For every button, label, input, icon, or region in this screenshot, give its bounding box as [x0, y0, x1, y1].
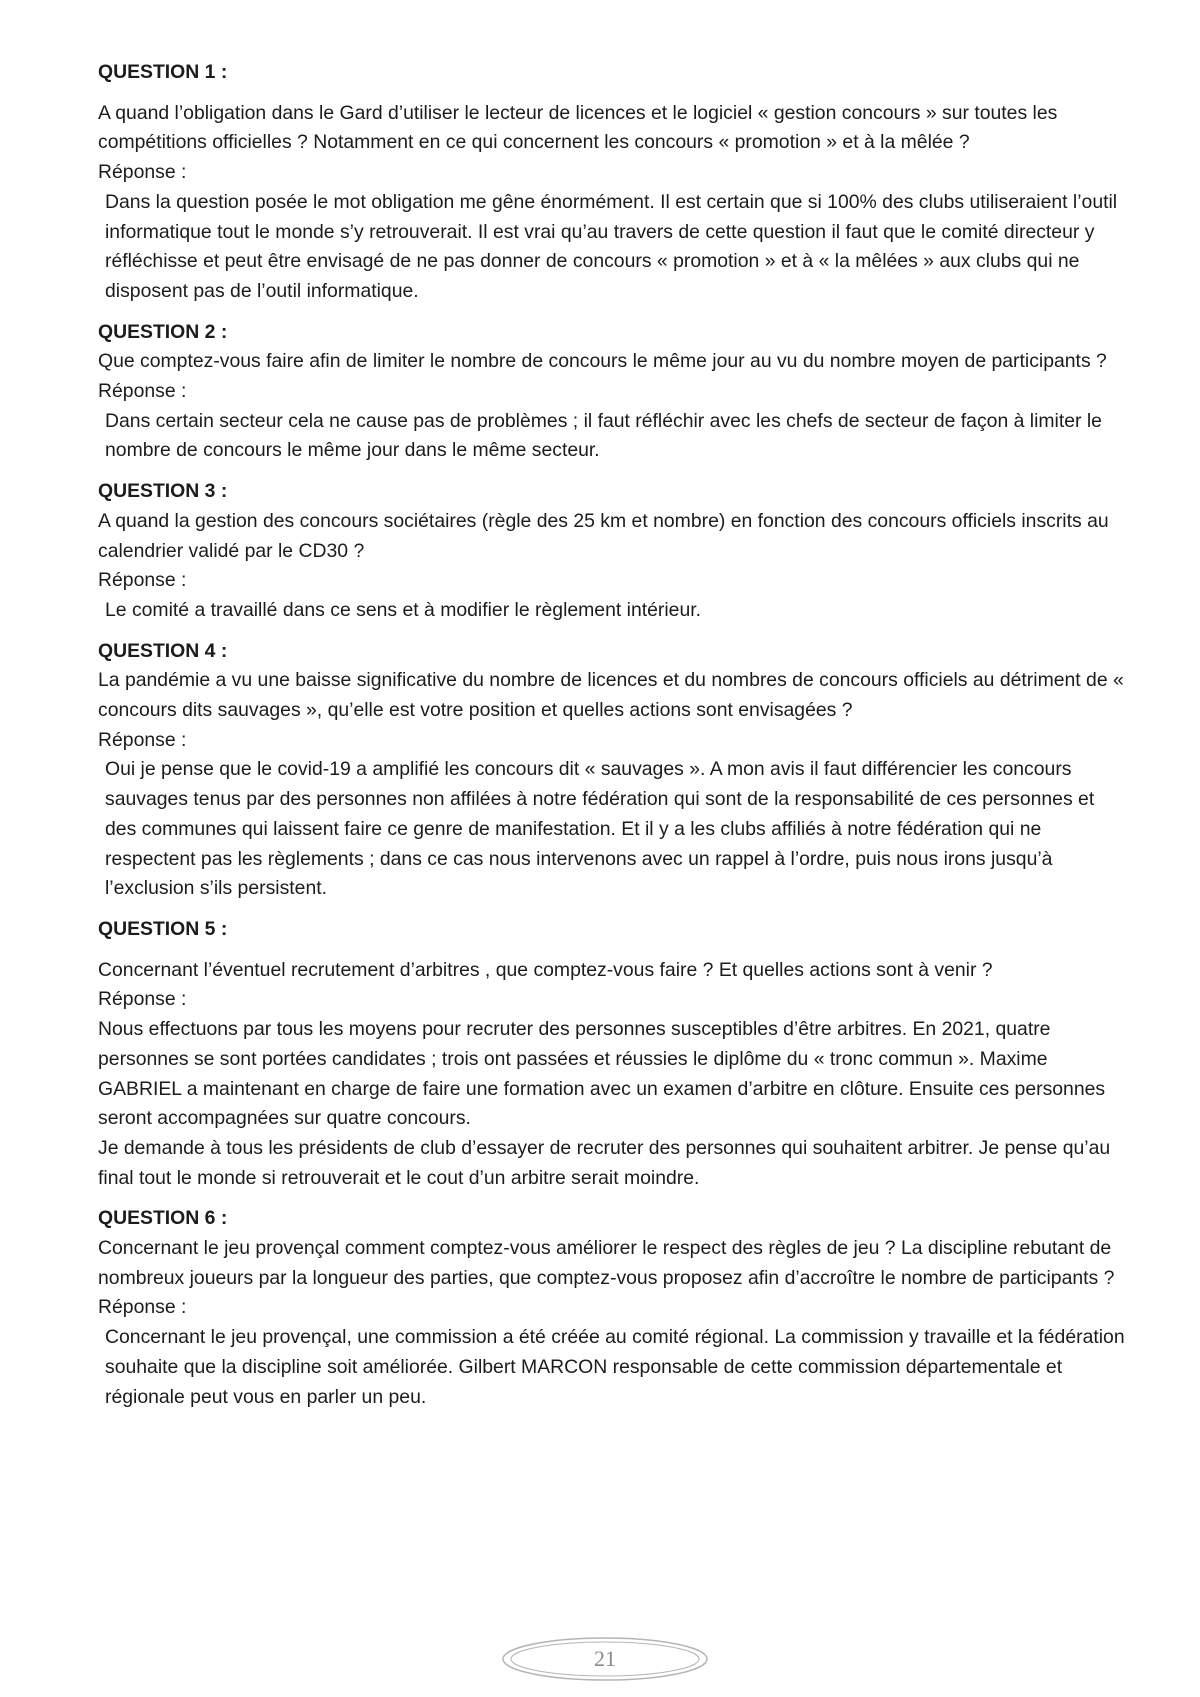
- question-6-text: Concernant le jeu provençal comment comptez-vous améliorer le respect des règles de jeu ? La discipline rebutant de nombreux joueurs par la longueur des parties, que comptez-vous proposez afin d’accroître le nombre de participants ?: [98, 1237, 1115, 1289]
- question-1-text: A quand l’obligation dans le Gard d’utiliser le lecteur de licences et le logiciel « gestion concours » sur toutes les compétitions officielles ? Notamment en ce qui concernent les concours « promotion » et à la mêlée ?: [98, 101, 1058, 154]
- document-body: [98, 58, 1128, 1423]
- question-block-3: [98, 477, 1128, 626]
- question-5-answer-paragraph-2: Je demande à tous les présidents de club d’essayer de recruter des personnes qui souhaitent arbitrer. Je pense qu’au final tout le monde si retrouverait et le cout d’un arbitre serait moindre.: [98, 1136, 1111, 1189]
- question-2-answer: Dans certain secteur cela ne cause pas de problèmes ; il faut réfléchir avec les chefs de secteur de façon à limiter le nombre de concours le même jour dans le même secteur.: [105, 409, 1102, 462]
- question-2-text: Que comptez-vous faire afin de limiter le nombre de concours le même jour au vu du nombre moyen de participants ?: [98, 350, 1107, 373]
- question-5-answer-label: Réponse :: [98, 988, 187, 1011]
- question-3-answer-label: Réponse :: [98, 569, 187, 592]
- question-4-answer-label: Réponse :: [98, 728, 187, 751]
- question-4-answer: Oui je pense que le covid-19 a amplifié les concours dit « sauvages ». A mon avis il faut différencier les concours sauvages tenus par des personnes non affilées à notre fédération qui sont de la responsabilité de ces personnes et des communes qui laissent faire ce genre de manifestation. Et il y a les clubs affiliés à notre fédération qui ne respectent pas les règlements ; dans ce cas nous intervenons avec un rappel à l’ordre, puis nous irons jusqu’à l’exclusion s’ils persistent.: [105, 758, 1095, 900]
- question-2-title: QUESTION 2 :: [98, 320, 228, 343]
- question-1-answer-label: Réponse :: [98, 161, 187, 184]
- question-3-text: A quand la gestion des concours sociétaires (règle des 25 km et nombre) en fonction des concours officiels inscrits au calendrier validé par le CD30 ?: [98, 509, 1109, 562]
- question-block-4: [98, 637, 1128, 904]
- question-2-answer-label: Réponse :: [98, 380, 187, 403]
- question-block-5: [98, 915, 1128, 1193]
- question-3-answer: Le comité a travaillé dans ce sens et à modifier le règlement intérieur.: [105, 598, 702, 621]
- question-5-text: Concernant l’éventuel recrutement d’arbitres , que comptez-vous faire ? Et quelles actions sont à venir ?: [98, 958, 993, 981]
- question-block-6: [98, 1204, 1128, 1412]
- question-block-1: [98, 58, 1128, 307]
- question-1-answer: Dans la question posée le mot obligation me gêne énormément. Il est certain que si 100% des clubs utiliseraient l’outil informatique tout le monde s’y retrouverait. Il est vrai qu’au travers de cette question il faut que le comité directeur y réfléchisse et peut être envisagé de ne pas donner de concours « promotion » et à « la mêlées » aux clubs qui ne disposent pas de l’outil informatique.: [105, 190, 1118, 302]
- question-6-answer: Concernant le jeu provençal, une commission a été créée au comité régional. La commission y travaille et la fédération souhaite que la discipline soit améliorée. Gilbert MARCON responsable de cette commission départementale et régionale peut vous en parler un peu.: [105, 1326, 1125, 1408]
- question-6-title: QUESTION 6 :: [98, 1207, 228, 1230]
- question-4-text: La pandémie a vu une baisse significative du nombre de licences et du nombres de concours officiels au détriment de « concours dits sauvages », qu’elle est votre position et quelles actions sont envisagées ?: [98, 669, 1124, 722]
- question-1-title: QUESTION 1 :: [98, 61, 228, 83]
- question-block-2: [98, 318, 1128, 467]
- question-3-title: QUESTION 3 :: [98, 480, 228, 503]
- question-6-answer-label: Réponse :: [98, 1296, 187, 1319]
- question-5-title: QUESTION 5 :: [98, 917, 228, 940]
- page-footer: [500, 1635, 710, 1683]
- page-number: 21: [594, 1646, 616, 1671]
- question-5-answer-paragraph-1: Nous effectuons par tous les moyens pour recruter des personnes susceptibles d’être arbitres. En 2021, quatre personnes se sont portées candidates ; trois ont passées et réussies le diplôme du « tronc commun ». Maxime GABRIEL a maintenant en charge de faire une formation avec un examen d’arbitre en clôture. Ensuite ces personnes seront accompagnées sur quatre concours.: [98, 1018, 1106, 1130]
- question-4-title: QUESTION 4 :: [98, 639, 228, 662]
